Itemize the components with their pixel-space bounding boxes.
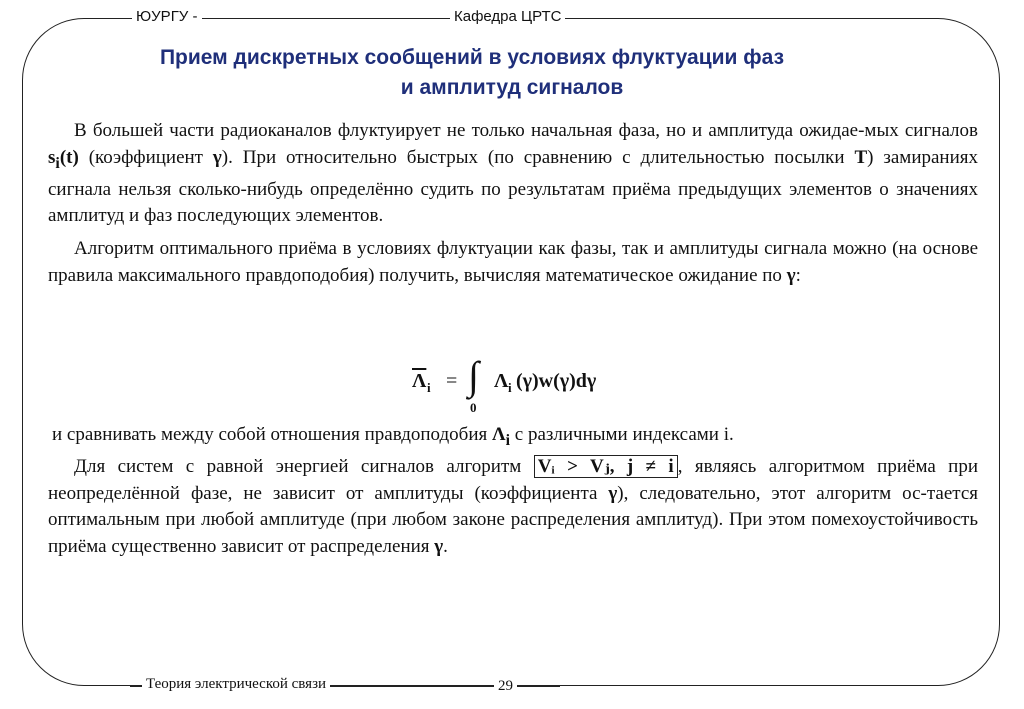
p1-text-a: В большей части радиоканалов флуктуирует не только начальная фаза, но и амплитуда ожидае-мых сигналов [74, 120, 978, 141]
slide-title-line1: Прием дискретных сообщений в условиях флуктуации фаз [159, 46, 785, 69]
formula-lower-limit: 0 [470, 400, 477, 415]
p3-lambda: Λ [491, 424, 506, 445]
header-left-text: ЮУРГУ - [132, 8, 202, 25]
paragraph-2 [48, 236, 978, 289]
p4-text-d: . [443, 535, 448, 557]
p4-gamma: γ [608, 482, 618, 504]
p3-text-b: с различными индексами i. [510, 424, 734, 445]
p4-gamma-2: γ [434, 535, 444, 557]
header-right-text: Кафедра ЦРТС [450, 8, 565, 25]
p3-lambda-index: i [505, 431, 511, 449]
p1-signal-index: i [55, 154, 60, 172]
p4-algorithm-box: Vᵢ > Vⱼ, j ≠ i [534, 455, 678, 478]
formula-equals: = [446, 370, 458, 392]
page-number: 29 [494, 678, 517, 695]
p1-text-b: (коэффициент [78, 146, 213, 168]
p3-text-a: и сравнивать между собой отношения правдоподобия [52, 424, 492, 445]
slide-title-line2: и амплитуд сигналов [400, 76, 624, 99]
p4-text-c: ), следовательно, этот алгоритм ос-тается оптимальным при любой амплитуде (при любом законе распределения амплитуд). При этом помехоустойчивость приёма существенно зависит от распределения [48, 482, 978, 557]
paragraph-4 [48, 454, 978, 560]
paragraph-3 [52, 422, 982, 454]
p2-gamma: γ [786, 264, 796, 286]
p2-text-a: Алгоритм оптимального приёма в условиях флуктуации как фазы, так и амплитуды сигнала можно (на основе правила максимального правдоподобия) получить, вычисляя математическое ожидание по [48, 238, 978, 286]
paragraph-1 [48, 118, 978, 230]
formula-block [412, 353, 672, 422]
p1-text-d: ) замираниях сигнала нельзя сколько-нибудь определённо судить по результатам приёма предыдущих элементов о значениях амплитуд и фаз последующих элементов. [48, 146, 978, 227]
formula-rhs-rest: (γ)w(γ)dγ [516, 370, 597, 392]
formula-rhs-sub: i [508, 380, 512, 395]
p4-text-b: , являясь алгоритмом приёма при неопределённой фазе, не зависит от амплитуды (коэффициента [48, 456, 978, 504]
p2-text-b: : [795, 264, 801, 286]
p4-text-a: Для систем с равной энергией сигналов алгоритм [74, 456, 534, 477]
formula-lhs-sub: i [427, 380, 431, 395]
p1-text-c: ). При относительно быстрых (по сравнению с длительностью посылки [221, 146, 855, 168]
formula-integral: ∫ [468, 353, 479, 398]
formula-rhs-lambda: Λ [494, 370, 509, 392]
p1-signal-t: (t) [59, 146, 79, 168]
p1-signal-s: s [48, 146, 56, 168]
p1-period-T: T [854, 146, 868, 168]
footer-left-text: Теория электрической связи [142, 676, 330, 693]
p1-gamma: γ [212, 146, 222, 168]
formula-lhs: $\overline{\Lambda}$ [412, 370, 427, 392]
